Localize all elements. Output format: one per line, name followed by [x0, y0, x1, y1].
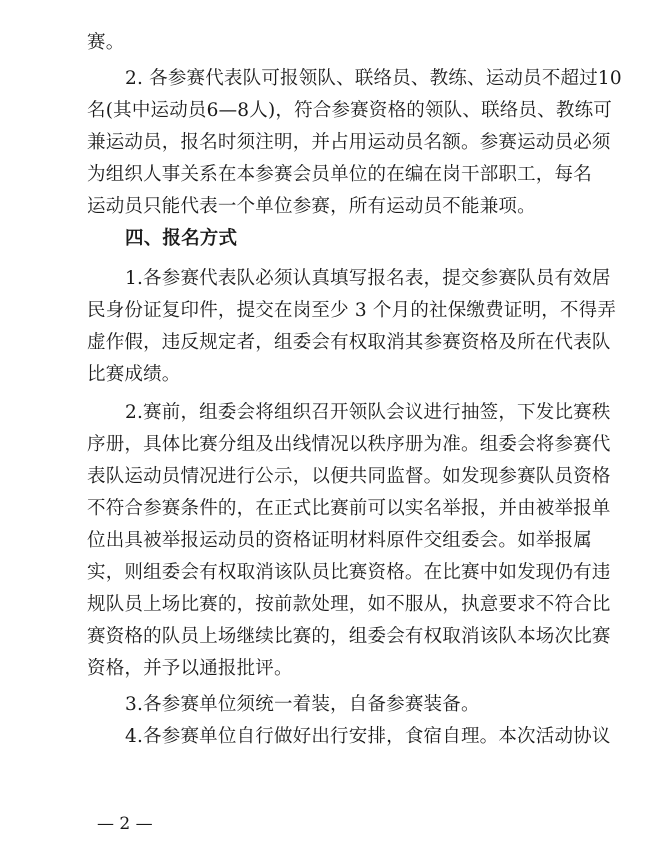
text-line: 表队运动员情况进行公示，以便共同监督。如发现参赛队员资格 [87, 466, 611, 487]
text-line: 3.各参赛单位须统一着装，自备参赛装备。 [125, 694, 480, 715]
text-line: 虚作假，违反规定者，组委会有权取消其参赛资格及所在代表队 [87, 332, 611, 353]
text-line: 规队员上场比赛的，按前款处理，如不服从，执意要求不符合比 [87, 594, 611, 615]
page-number: — 2 — [97, 814, 153, 834]
text-line: 1.各参赛代表队必须认真填写报名表，提交参赛队员有效居 [125, 268, 611, 289]
text-line: 名(其中运动员6—8人)，符合参赛资格的领队、联络员、教练可 [87, 100, 612, 121]
text-line: 不符合参赛条件的，在正式比赛前可以实名举报，并由被举报单 [87, 498, 611, 519]
text-line: 2. 各参赛代表队可报领队、联络员、教练、运动员不超过10 [125, 68, 622, 89]
section-heading: 四、报名方式 [125, 228, 238, 249]
text-line: 序册，具体比赛分组及出线情况以秩序册为准。组委会将参赛代 [87, 434, 611, 455]
text-line: 赛。 [87, 32, 125, 53]
text-line: 4.各参赛单位自行做好出行安排，食宿自理。本次活动协议 [125, 726, 611, 747]
text-line: 民身份证复印件，提交在岗至少 3 个月的社保缴费证明，不得弄 [87, 300, 617, 321]
text-line: 赛资格的队员上场继续比赛的，组委会有权取消该队本场次比赛 [87, 626, 611, 647]
text-line: 位出具被举报运动员的资格证明材料原件交组委会。如举报属 [87, 530, 592, 551]
text-line: 为组织人事关系在本参赛会员单位的在编在岗干部职工，每名 [87, 164, 592, 185]
text-line: 运动员只能代表一个单位参赛，所有运动员不能兼项。 [87, 196, 536, 217]
text-line: 2.赛前，组委会将组织召开领队会议进行抽签，下发比赛秩 [125, 402, 611, 423]
text-line: 兼运动员，报名时须注明，并占用运动员名额。参赛运动员必须 [87, 132, 611, 153]
text-line: 实，则组委会有权取消该队员比赛资格。在比赛中如发现仍有违 [87, 562, 611, 583]
text-line: 比赛成绩。 [87, 364, 181, 385]
text-line: 资格，并予以通报批评。 [87, 658, 293, 679]
